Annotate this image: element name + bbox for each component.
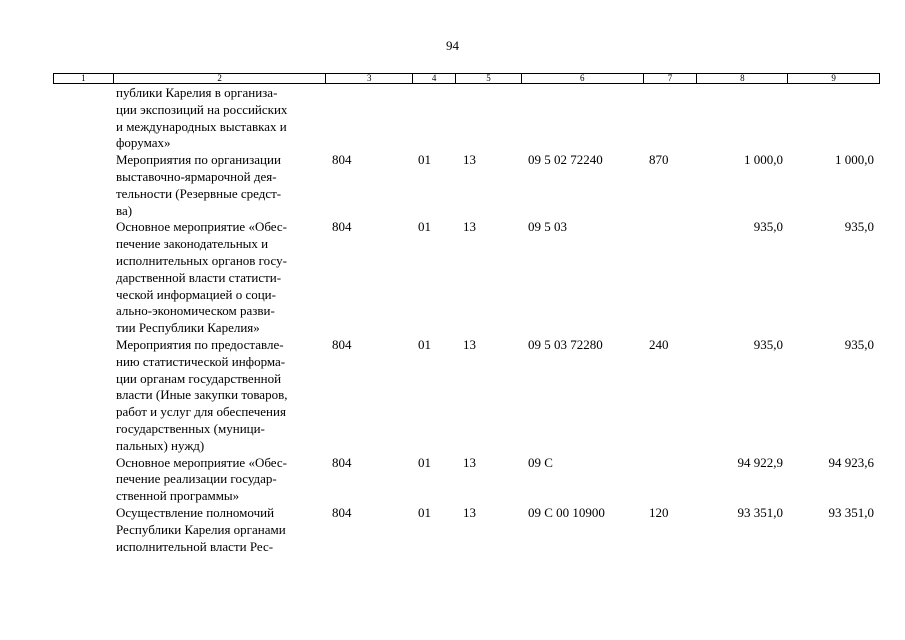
header-col-7: 7: [644, 74, 698, 83]
cell-c3: 804: [332, 454, 352, 470]
table-row: [53, 219, 880, 337]
description-line: ва): [116, 202, 133, 218]
description-line: исполнительных органов госу-: [116, 252, 287, 268]
cell-c5: 13: [463, 454, 476, 470]
row-description: [116, 85, 326, 152]
description-line: Республики Карелия органами: [116, 521, 286, 537]
description-line: Основное мероприятие «Обес-: [116, 454, 287, 470]
header-col-1: 1: [54, 74, 114, 83]
cell-c8: 93 351,0: [737, 504, 783, 520]
cell-c7: 240: [649, 336, 669, 352]
description-line: печение реализации государ-: [116, 471, 277, 487]
description-line: публики Карелия в организа-: [116, 85, 278, 100]
cell-c4: 01: [418, 219, 431, 235]
cell-c4: 01: [418, 152, 431, 168]
header-col-5: 5: [456, 74, 522, 83]
cell-c5: 13: [463, 504, 476, 520]
description-line: и международных выставках и: [116, 118, 287, 134]
description-line: тельности (Резервные средст-: [116, 185, 282, 201]
page-number: 94: [446, 38, 459, 53]
cell-c3: 804: [332, 152, 352, 168]
description-line: Осуществление полномочий: [116, 504, 275, 520]
description-line: ческой информацией о соци-: [116, 286, 276, 302]
description-line: работ и услуг для обеспечения: [116, 404, 286, 420]
header-col-6: 6: [522, 74, 644, 83]
cell-c7: 120: [649, 504, 669, 520]
description-line: ально-экономическом разви-: [116, 303, 275, 319]
description-line: форумах»: [116, 135, 171, 151]
cell-c6: 09 5 02 72240: [528, 152, 603, 168]
table-body: [53, 85, 880, 555]
row-description: [116, 219, 326, 337]
description-line: власти (Иные закупки товаров,: [116, 387, 288, 403]
description-line: исполнительной власти Рес-: [116, 538, 274, 554]
header-col-4: 4: [413, 74, 456, 83]
description-line: ственной программы»: [116, 488, 240, 504]
description-line: ции экспозиций на российских: [116, 101, 288, 117]
cell-c7: 870: [649, 152, 669, 168]
cell-c6: 09 С: [528, 454, 553, 470]
row-description: [116, 505, 326, 555]
header-col-3: 3: [326, 74, 413, 83]
cell-c9: 93 351,0: [828, 504, 874, 520]
cell-c4: 01: [418, 454, 431, 470]
cell-c8: 935,0: [753, 336, 783, 352]
row-description: [116, 337, 326, 455]
cell-c9: 94 923,6: [828, 454, 874, 470]
cell-c9: 935,0: [844, 219, 874, 235]
cell-c3: 804: [332, 504, 352, 520]
cell-c6: 09 С 00 10900: [528, 504, 605, 520]
row-description: [116, 152, 326, 219]
row-description: [116, 455, 326, 505]
description-line: Мероприятия по организации: [116, 152, 281, 168]
description-line: Основное мероприятие «Обес-: [116, 219, 287, 235]
cell-c5: 13: [463, 219, 476, 235]
header-col-2: 2: [114, 74, 326, 83]
description-line: ции органам государственной: [116, 370, 282, 386]
table-row: [53, 152, 880, 219]
description-line: дарственной власти статисти-: [116, 269, 282, 285]
cell-c3: 804: [332, 219, 352, 235]
description-line: нию статистической информа-: [116, 353, 286, 369]
table-header: [53, 73, 880, 84]
cell-c9: 935,0: [844, 336, 874, 352]
cell-c8: 94 922,9: [737, 454, 783, 470]
header-col-8: 8: [697, 74, 788, 83]
cell-c6: 09 5 03: [528, 219, 567, 235]
description-line: пальных) нужд): [116, 437, 205, 453]
description-line: Мероприятия по предоставле-: [116, 336, 284, 352]
cell-c9: 1 000,0: [835, 152, 874, 168]
cell-c5: 13: [463, 336, 476, 352]
description-line: государственных (муници-: [116, 420, 265, 436]
cell-c5: 13: [463, 152, 476, 168]
cell-c8: 1 000,0: [744, 152, 783, 168]
table-row: [53, 337, 880, 455]
description-line: тии Республики Карелия»: [116, 320, 260, 336]
header-col-9: 9: [831, 73, 836, 83]
cell-c6: 09 5 03 72280: [528, 336, 603, 352]
cell-c4: 01: [418, 336, 431, 352]
description-line: выставочно-ярмарочной дея-: [116, 168, 277, 184]
cell-c4: 01: [418, 504, 431, 520]
table-row: [53, 455, 880, 505]
cell-c8: 935,0: [753, 219, 783, 235]
description-line: печение законодательных и: [116, 236, 269, 252]
table-row: [53, 85, 880, 152]
table-row: [53, 505, 880, 555]
cell-c3: 804: [332, 336, 352, 352]
